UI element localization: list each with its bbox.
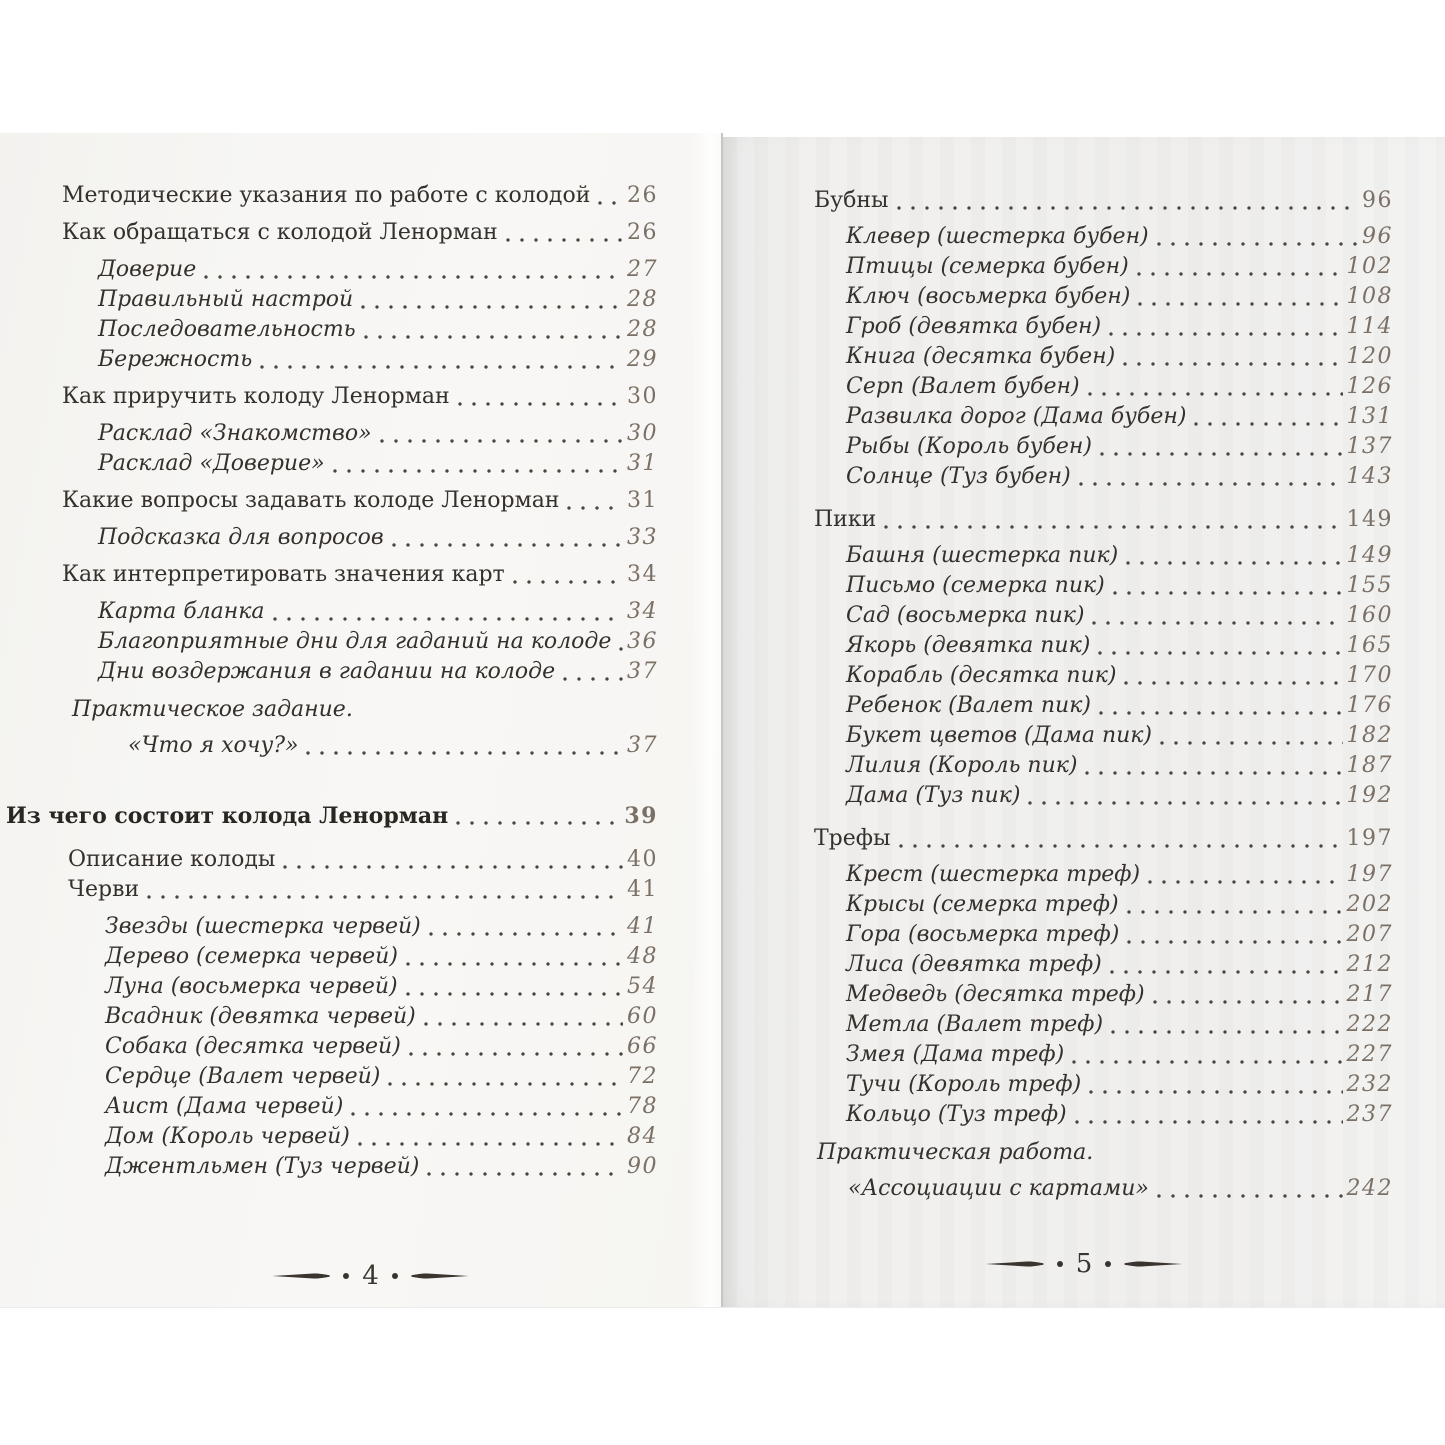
toc-entry-title: Змея (Дама треф): [846, 1042, 1065, 1067]
dot-leader: [1127, 920, 1342, 950]
toc-entry-page-number: 34: [627, 599, 658, 624]
dot-leader: [1075, 1100, 1343, 1130]
toc-entry: [105, 912, 658, 942]
toc-entry-page-number: 143: [1346, 464, 1393, 489]
toc-entry-title: Сердце (Валет червей): [105, 1064, 381, 1089]
toc-entry-title: Черви: [68, 877, 140, 902]
book-spread: [0, 133, 1445, 1307]
toc-entry-title: Собака (десятка червей): [105, 1034, 401, 1059]
dot-leader: [1113, 571, 1343, 601]
dot-leader: [897, 186, 1358, 216]
toc-entry: [846, 1100, 1393, 1130]
dot-leader: [392, 523, 623, 553]
toc-entry: [6, 801, 658, 831]
dot-leader: [429, 912, 623, 942]
toc-entry-title: Дом (Король червей): [105, 1124, 350, 1149]
dot-leader: [567, 486, 623, 516]
footer-dot-icon: [1057, 1261, 1063, 1267]
book-page-right: [723, 137, 1445, 1307]
dot-leader: [1092, 601, 1342, 631]
toc-entry-page-number: 165: [1346, 633, 1393, 658]
footer-dot-icon: [392, 1273, 398, 1279]
toc-entry: [846, 462, 1393, 492]
dot-leader: [406, 942, 623, 972]
toc-entry: [846, 402, 1393, 432]
toc-entry: [62, 560, 658, 590]
toc-entry: [846, 631, 1393, 661]
toc-entry-page-number: 31: [627, 488, 658, 513]
dot-leader: [260, 345, 623, 375]
toc-entry-page-number: 60: [627, 1004, 658, 1029]
dot-leader: [1079, 462, 1343, 492]
toc-entry: [98, 345, 658, 375]
dot-leader: [1100, 432, 1343, 462]
dot-leader: [1028, 781, 1342, 811]
toc-entry: [846, 781, 1393, 811]
dot-leader: [1098, 631, 1342, 661]
toc-entry: [846, 342, 1393, 372]
dot-leader: [563, 657, 623, 687]
toc-entry-title: Звезды (шестерка червей): [105, 914, 421, 939]
toc-entry: [846, 222, 1393, 252]
toc-entry: [846, 541, 1393, 571]
toc-entry: [98, 419, 658, 449]
dot-leader: [1109, 312, 1342, 342]
toc-entry: [98, 597, 658, 627]
toc-entry-title: Бережность: [98, 347, 253, 372]
toc-entry-title: Как приручить колоду Ленорман: [62, 384, 450, 409]
dot-leader: [506, 218, 623, 248]
dot-leader: [427, 1152, 623, 1182]
toc-entry-page-number: 197: [1346, 826, 1393, 851]
page-number: 4: [362, 1261, 379, 1291]
toc-entry-page-number: 197: [1346, 862, 1393, 887]
toc-entry: [62, 218, 658, 248]
toc-entry: [814, 186, 1393, 216]
book-page-left: [0, 133, 723, 1307]
toc-entry-title: Дерево (семерка червей): [105, 944, 398, 969]
dot-leader: [1153, 980, 1343, 1010]
toc-entry: [846, 1070, 1393, 1100]
toc-column-left: [0, 133, 721, 1307]
toc-entry-title: «Что я хочу?»: [128, 733, 299, 758]
dot-leader: [1127, 890, 1343, 920]
page-footer-left: [20, 1261, 721, 1291]
dot-leader: [388, 1062, 623, 1092]
dot-leader: [1124, 661, 1342, 691]
dot-leader: [204, 255, 623, 285]
dot-leader: [619, 627, 623, 657]
toc-entry: [62, 382, 658, 412]
toc-entry-title: Доверие: [98, 257, 197, 282]
toc-entry-page-number: 237: [1346, 1102, 1393, 1127]
toc-list-left: [6, 181, 658, 1182]
dot-leader: [1072, 1040, 1342, 1070]
toc-entry-title: Трефы: [814, 826, 891, 851]
dot-leader: [1088, 372, 1343, 402]
toc-entry-page-number: 41: [627, 914, 658, 939]
toc-entry: [105, 1062, 658, 1092]
toc-entry-title: Рыбы (Король бубен): [846, 434, 1092, 459]
toc-entry: [62, 486, 658, 516]
toc-entry-title: Последовательность: [98, 317, 356, 342]
footer-dot-icon: [343, 1273, 349, 1279]
dot-leader: [283, 845, 623, 875]
toc-entry-title: Сад (восьмерка пик): [846, 603, 1085, 628]
toc-entry-page-number: 137: [1346, 434, 1393, 459]
dot-leader: [456, 801, 620, 831]
toc-entry-title: Джентльмен (Туз червей): [105, 1154, 420, 1179]
dot-leader: [364, 315, 623, 345]
toc-entry-page-number: 34: [627, 562, 658, 587]
toc-entry-title: «Ассоциации с картами»: [848, 1176, 1149, 1201]
toc-entry: [846, 691, 1393, 721]
toc-entry-page-number: 41: [627, 877, 658, 902]
toc-entry-page-number: 54: [627, 974, 658, 999]
dot-leader: [1138, 282, 1342, 312]
toc-entry: [846, 282, 1393, 312]
toc-entry: [105, 1032, 658, 1062]
dot-leader: [1160, 721, 1342, 751]
toc-entry-page-number: 48: [627, 944, 658, 969]
toc-entry: [846, 312, 1393, 342]
toc-entry-title: Благоприятные дни для гаданий на колоде: [98, 629, 612, 654]
toc-entry-title: Практическая работа.: [817, 1140, 1094, 1165]
toc-entry-page-number: 31: [627, 451, 658, 476]
toc-entry-title: Птицы (семерка бубен): [846, 254, 1129, 279]
toc-entry-page-number: 131: [1346, 404, 1393, 429]
dot-leader: [409, 1032, 623, 1062]
toc-entry-title: Дама (Туз пик): [846, 783, 1021, 808]
toc-entry-title: Письмо (семерка пик): [846, 573, 1105, 598]
toc-entry-page-number: 126: [1346, 374, 1393, 399]
dot-leader: [273, 597, 624, 627]
dot-leader: [1126, 541, 1342, 571]
toc-entry: [814, 824, 1393, 854]
toc-entry-title: Гора (восьмерка треф): [846, 922, 1120, 947]
toc-entry: [98, 627, 658, 657]
toc-entry-title: Корабль (десятка пик): [846, 663, 1117, 688]
toc-entry-page-number: 120: [1346, 344, 1393, 369]
toc-entry-title: Серп (Валет бубен): [846, 374, 1080, 399]
toc-column-right: [723, 137, 1445, 1307]
toc-entry-page-number: 28: [627, 287, 658, 312]
toc-entry-title: Лиса (девятка треф): [846, 952, 1102, 977]
footer-dot-icon: [1105, 1261, 1111, 1267]
toc-entry-page-number: 212: [1346, 952, 1393, 977]
toc-entry: [98, 315, 658, 345]
dot-leader: [899, 824, 1343, 854]
toc-entry: [846, 860, 1393, 890]
toc-entry-title: Развилка дорог (Дама бубен): [846, 404, 1187, 429]
toc-entry-page-number: 30: [627, 421, 658, 446]
toc-entry-title: Какие вопросы задавать колоде Ленорман: [62, 488, 560, 513]
dot-leader: [147, 875, 623, 905]
toc-entry-page-number: 78: [627, 1094, 658, 1119]
dot-leader: [306, 731, 623, 761]
toc-entry-page-number: 36: [627, 629, 658, 654]
toc-entry-page-number: 26: [627, 183, 658, 208]
toc-entry-title: Лилия (Король пик): [846, 753, 1078, 778]
toc-entry-page-number: 39: [624, 803, 658, 829]
toc-entry-title: Клевер (шестерка бубен): [846, 224, 1149, 249]
toc-entry-title: Расклад «Доверие»: [98, 451, 325, 476]
toc-entry-title: Тучи (Король треф): [846, 1072, 1082, 1097]
dot-leader: [1111, 1010, 1342, 1040]
dot-leader: [598, 181, 623, 211]
toc-entry-title: Как интерпретировать значения карт: [62, 562, 505, 587]
toc-entry-page-number: 37: [627, 733, 658, 758]
toc-entry-title: Медведь (десятка треф): [846, 982, 1145, 1007]
toc-entry-page-number: 26: [627, 220, 658, 245]
toc-entry-page-number: 96: [1362, 188, 1393, 213]
toc-entry: [846, 950, 1393, 980]
toc-entry-title: Бубны: [814, 188, 889, 213]
toc-entry-title: Кольцо (Туз треф): [846, 1102, 1067, 1127]
toc-entry-title: Правильный настрой: [98, 287, 354, 312]
footer-rule-right-icon: [411, 1273, 469, 1279]
toc-entry: [128, 731, 658, 761]
toc-entry-page-number: 176: [1346, 693, 1393, 718]
toc-entry-title: Как обращаться с колодой Ленорман: [62, 220, 498, 245]
toc-entry-page-number: 227: [1346, 1042, 1393, 1067]
toc-entry-page-number: 33: [627, 525, 658, 550]
toc-entry-title: Метла (Валет треф): [846, 1012, 1104, 1037]
footer-rule-left-icon: [986, 1261, 1044, 1267]
dot-leader: [333, 449, 623, 479]
toc-entry-title: Солнце (Туз бубен): [846, 464, 1071, 489]
dot-leader: [1194, 402, 1342, 432]
toc-entry-page-number: 207: [1346, 922, 1393, 947]
toc-entry-title: Дни воздержания в гадании на колоде: [98, 659, 556, 684]
toc-entry: [846, 1040, 1393, 1070]
toc-entry-page-number: 217: [1346, 982, 1393, 1007]
toc-entry: [846, 372, 1393, 402]
toc-entry-title: Крысы (семерка треф): [846, 892, 1119, 917]
toc-entry-page-number: 222: [1346, 1012, 1393, 1037]
toc-entry: [105, 1122, 658, 1152]
toc-entry-title: Всадник (девятка червей): [105, 1004, 416, 1029]
toc-entry: [98, 449, 658, 479]
toc-entry-page-number: 66: [627, 1034, 658, 1059]
toc-entry: [846, 252, 1393, 282]
toc-entry-page-number: 149: [1346, 543, 1393, 568]
toc-entry-page-number: 108: [1346, 284, 1393, 309]
toc-entry-page-number: 37: [627, 659, 658, 684]
toc-entry: [846, 890, 1393, 920]
page-number: 5: [1075, 1249, 1093, 1279]
toc-entry: [846, 601, 1393, 631]
toc-entry-page-number: 102: [1346, 254, 1393, 279]
toc-entry-title: Луна (восьмерка червей): [105, 974, 398, 999]
toc-entry-page-number: 187: [1346, 753, 1393, 778]
toc-entry: [846, 1010, 1393, 1040]
toc-entry-title: Пики: [814, 507, 877, 532]
dot-leader: [424, 1002, 623, 1032]
dot-leader: [380, 419, 623, 449]
toc-entry-page-number: 182: [1346, 723, 1393, 748]
toc-entry: [105, 942, 658, 972]
toc-entry: [98, 523, 658, 553]
toc-entry: [105, 1152, 658, 1182]
toc-entry-page-number: 96: [1362, 224, 1393, 249]
toc-entry-title: Крест (шестерка треф): [846, 862, 1141, 887]
toc-entry-title: Ключ (восьмерка бубен): [846, 284, 1131, 309]
dot-leader: [351, 1092, 623, 1122]
toc-entry-title: Подсказка для вопросов: [98, 525, 384, 550]
toc-entry: [846, 721, 1393, 751]
toc-entry: [817, 1138, 1393, 1168]
dot-leader: [884, 505, 1342, 535]
dot-leader: [1085, 751, 1342, 781]
toc-entry-title: Практическое задание.: [72, 697, 353, 722]
toc-entry: [98, 285, 658, 315]
toc-entry-title: Карта бланка: [98, 599, 265, 624]
toc-entry-page-number: 242: [1346, 1176, 1393, 1201]
toc-entry-page-number: 27: [627, 257, 658, 282]
dot-leader: [406, 972, 623, 1002]
toc-entry: [98, 255, 658, 285]
toc-entry-page-number: 84: [627, 1124, 658, 1149]
toc-entry-page-number: 155: [1346, 573, 1393, 598]
toc-entry: [848, 1174, 1393, 1204]
footer-rule-right-icon: [1124, 1261, 1182, 1267]
toc-entry-page-number: 232: [1346, 1072, 1393, 1097]
toc-entry-title: Из чего состоит колода Ленорман: [6, 803, 449, 829]
dot-leader: [1089, 1070, 1342, 1100]
toc-entry: [846, 571, 1393, 601]
dot-leader: [1137, 252, 1343, 282]
toc-entry-page-number: 72: [627, 1064, 658, 1089]
toc-entry-page-number: 170: [1346, 663, 1393, 688]
toc-entry-page-number: 40: [627, 847, 658, 872]
toc-entry-title: Методические указания по работе с колодой: [62, 183, 591, 208]
toc-entry-page-number: 114: [1346, 314, 1393, 339]
toc-entry-title: Гроб (девятка бубен): [846, 314, 1102, 339]
toc-entry: [62, 181, 658, 211]
toc-entry: [846, 751, 1393, 781]
dot-leader: [361, 285, 623, 315]
dot-leader: [358, 1122, 623, 1152]
dot-leader: [513, 560, 623, 590]
toc-entry: [846, 980, 1393, 1010]
toc-entry: [814, 505, 1393, 535]
toc-entry-page-number: 202: [1346, 892, 1393, 917]
toc-entry: [846, 661, 1393, 691]
toc-entry-page-number: 149: [1346, 507, 1393, 532]
toc-entry: [846, 432, 1393, 462]
toc-entry: [846, 920, 1393, 950]
toc-entry-page-number: 192: [1346, 783, 1393, 808]
toc-entry-page-number: 28: [627, 317, 658, 342]
toc-entry-page-number: 30: [627, 384, 658, 409]
toc-entry-title: Расклад «Знакомство»: [98, 421, 372, 446]
toc-entry-title: Букет цветов (Дама пик): [846, 723, 1153, 748]
toc-entry: [105, 1002, 658, 1032]
dot-leader: [1110, 950, 1343, 980]
footer-rule-left-icon: [272, 1273, 330, 1279]
toc-entry-page-number: 90: [627, 1154, 658, 1179]
toc-entry-title: Ребенок (Валет пик): [846, 693, 1091, 718]
dot-leader: [1148, 860, 1342, 890]
toc-entry-title: Аист (Дама червей): [105, 1094, 344, 1119]
toc-entry-title: Книга (десятка бубен): [846, 344, 1116, 369]
toc-entry-title: Якорь (девятка пик): [846, 633, 1091, 658]
toc-entry: [68, 875, 658, 905]
toc-entry-title: Описание колоды: [68, 847, 276, 872]
toc-entry: [98, 657, 658, 687]
toc-list-right: [814, 186, 1393, 1204]
toc-entry-title: Башня (шестерка пик): [846, 543, 1119, 568]
toc-entry: [68, 845, 658, 875]
dot-leader: [458, 382, 623, 412]
page-footer-right: [723, 1249, 1445, 1279]
dot-leader: [1123, 342, 1342, 372]
toc-entry: [105, 1092, 658, 1122]
toc-entry: [105, 972, 658, 1002]
toc-entry-page-number: 29: [627, 347, 658, 372]
dot-leader: [1157, 222, 1358, 252]
dot-leader: [1099, 691, 1343, 721]
dot-leader: [1157, 1174, 1343, 1204]
toc-entry: [72, 695, 658, 725]
toc-entry-page-number: 160: [1346, 603, 1393, 628]
